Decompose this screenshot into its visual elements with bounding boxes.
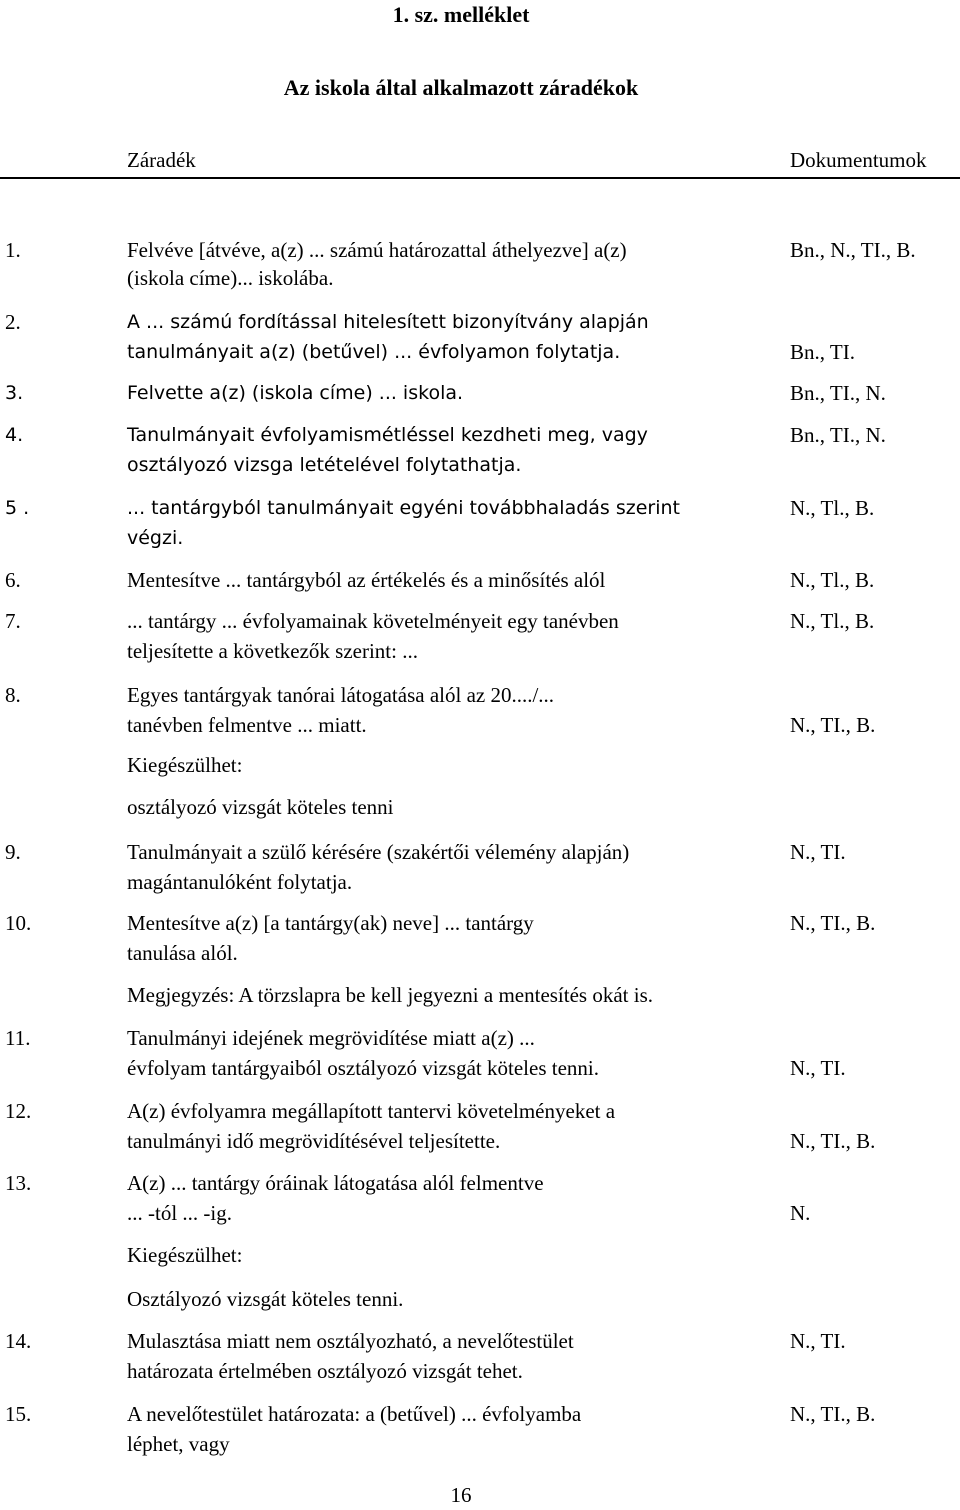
row-number: 1. (5, 238, 21, 262)
row-number: 15. (5, 1402, 32, 1426)
row-text: teljesítette a következők szerint: ... (127, 639, 418, 663)
row-number: 3. (5, 382, 24, 404)
row-number: 10. (5, 911, 32, 935)
row-text: A nevelőtestület határozata: a (betűvel) ... évfolyamba (127, 1402, 582, 1426)
row-text: tanulmányi idő megrövidítésével teljesítette. (127, 1129, 501, 1153)
row-text: A(z) évfolyamra megállapított tantervi követelményeket a (127, 1099, 616, 1123)
row-documents: N., Tl., B. (790, 568, 875, 592)
row-documents: N., Tl., B. (790, 609, 875, 633)
row-documents: N., TI., B. (790, 911, 876, 935)
row-documents: Bn., TI., N. (790, 381, 886, 405)
row-number: 12. (5, 1099, 32, 1123)
row-number: 11. (5, 1026, 31, 1050)
row-documents: N., TI., B. (790, 1129, 876, 1153)
row-documents: Bn., TI. (790, 340, 855, 364)
row-documents: Bn., N., TI., B. (790, 238, 916, 262)
header-divider (0, 177, 960, 179)
row-text: léphet, vagy (127, 1432, 230, 1456)
row-text: ... tantárgyból tanulmányait egyéni továbbhaladás szerint (127, 497, 680, 519)
row-text: Mentesítve a(z) [a tantárgy(ak) neve] ... tantárgy (127, 911, 534, 935)
row-text: Mentesítve ... tantárgyból az értékelés és a minősítés alól (127, 568, 606, 592)
row-documents: N., Tl., B. (790, 496, 875, 520)
page-title: Az iskola által alkalmazott záradékok (283, 75, 639, 100)
row-documents: N., TI. (790, 840, 846, 864)
row-text: határozata értelmében osztályozó vizsgát tehet. (127, 1359, 523, 1383)
row-number: 14. (5, 1329, 32, 1353)
row-text: Kiegészülhet: (127, 1243, 243, 1267)
row-text: tanulása alól. (127, 941, 238, 965)
row-text: (iskola címe)... iskolába. (127, 266, 334, 290)
column-header-documents: Dokumentumok (790, 148, 927, 172)
row-text: Kiegészülhet: (127, 753, 243, 777)
row-text: osztályozó vizsgát köteles tenni (127, 795, 394, 819)
row-number: 9. (5, 840, 21, 864)
row-text: A(z) ... tantárgy óráinak látogatása alól felmentve (127, 1171, 544, 1195)
row-number: 7. (5, 609, 21, 633)
row-number: 4. (5, 424, 24, 446)
page-number: 16 (450, 1483, 472, 1507)
row-number: 6. (5, 568, 21, 592)
row-number: 8. (5, 683, 21, 707)
row-documents: N., TI. (790, 1329, 846, 1353)
row-text: Felvéve [átvéve, a(z) ... számú határozattal áthelyezve] a(z) (127, 238, 627, 262)
row-number: 5 . (5, 497, 30, 519)
column-header-clause: Záradék (127, 148, 196, 172)
row-documents: N., TI. (790, 1056, 846, 1080)
row-text: Megjegyzés: A törzslapra be kell jegyezni a mentesítés okát is. (127, 983, 654, 1007)
row-text: tanulmányait a(z) (betűvel) ... évfolyamon folytatja. (127, 341, 621, 363)
row-number: 2. (5, 310, 21, 334)
row-text: tanévben felmentve ... miatt. (127, 713, 367, 737)
row-text: Felvette a(z) (iskola címe) ... iskola. (127, 382, 464, 404)
row-text: Mulasztása miatt nem osztályozható, a nevelőtestület (127, 1329, 574, 1353)
row-text: végzi. (127, 527, 184, 549)
row-documents: N., TI., B. (790, 1402, 876, 1426)
annex-label: 1. sz. melléklet (392, 2, 530, 27)
row-text: osztályozó vizsga letételével folytathatja. (127, 454, 522, 476)
row-text: Tanulmányi idejének megrövidítése miatt a(z) ... (127, 1026, 535, 1050)
row-text: Tanulmányait a szülő kérésére (szakértői vélemény alapján) (127, 840, 630, 864)
row-text: magántanulóként folytatja. (127, 870, 353, 894)
row-text: ... -tól ... -ig. (127, 1201, 232, 1225)
row-text: Osztályozó vizsgát köteles tenni. (127, 1287, 404, 1311)
row-documents: Bn., TI., N. (790, 423, 886, 447)
row-text: évfolyam tantárgyaiból osztályozó vizsgát köteles tenni. (127, 1056, 599, 1080)
row-text: A ... számú fordítással hitelesített bizonyítvány alapján (127, 311, 649, 333)
row-number: 13. (5, 1171, 32, 1195)
row-documents: N., TI., B. (790, 713, 876, 737)
row-text: ... tantárgy ... évfolyamainak követelményeit egy tanévben (127, 609, 619, 633)
row-text: Egyes tantárgyak tanórai látogatása alól az 20..../... (127, 683, 555, 707)
row-text: Tanulmányait évfolyamismétléssel kezdheti meg, vagy (127, 424, 648, 446)
row-documents: N. (790, 1201, 811, 1225)
